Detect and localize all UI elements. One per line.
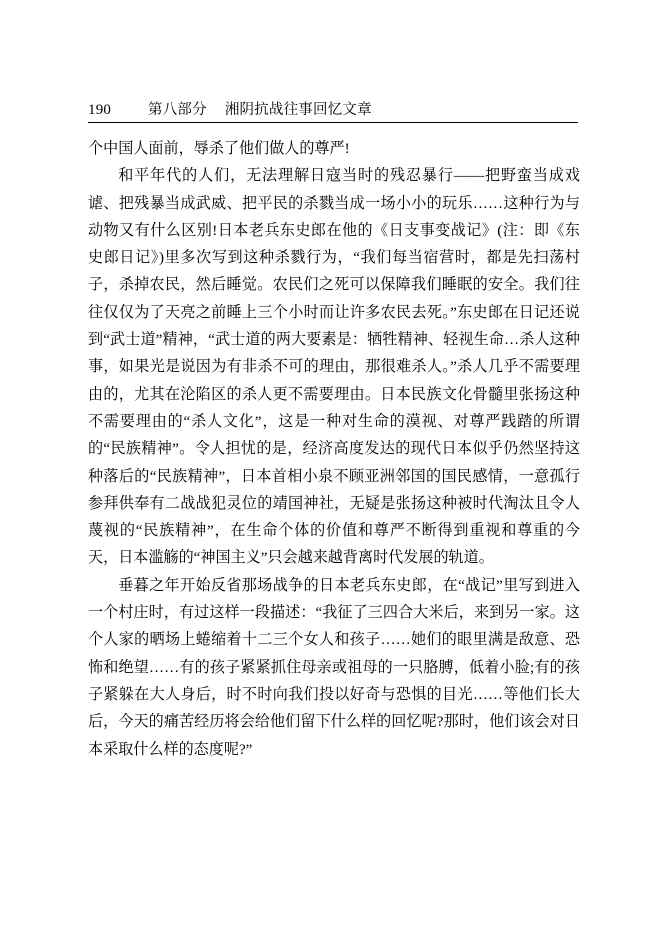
paragraph: 个中国人面前，辱杀了他们做人的尊严! (88, 141, 350, 157)
running-head (148, 98, 578, 119)
paragraph: 和平年代的人们，无法理解日寇当时的残忍暴行——把野蛮当成戏谑、把残暴当成武威、把平民的杀戮当成一场小小的玩乐……这种行为与动物又有什么区别!日本老兵东史郎在他的《日支事变战记》(注：即《东史郎日记》)里多次写到这种杀戮行为，“我们每当宿营时，都是先扫荡村子，杀掉农民，然后睡觉。农民们之死可以保障我们睡眠的安全。我们往往仅仅为了天亮之前睡上三个小时而让许多农民去死。”东史郎在日记还说到“武士道”精神，“武士道的两大要素是：牺牲精神、轻视生命…杀人这种事，如果光是说因为有非杀不可的理由，那很难杀人。”杀人几乎不需要理由的，尤其在沦陷区的杀人更不需要理由。日本民族文化骨髓里张扬这种不需要理由的“杀人文化”，这是一种对生命的漠视、对尊严践踏的所谓的“民族精神”。令人担忧的是，经济高度发达的现代日本似乎仍然坚持这种落后的“民族精神”，日本首相小泉不顾亚洲邻国的国民感情，一意孤行参拜供奉有二战战犯灵位的靖国神社，无疑是张扬这种被时代淘汰且令人蔑视的“民族精神”，在生命个体的价值和尊严不断得到重视和尊重的今天，日本滥觞的“神国主义”只会越来越背离时代发展的轨道。 (88, 168, 580, 567)
running-head-part-section: 第八部分 (148, 102, 207, 118)
running-head-part-title: 湘阴抗战往事回忆文章 (224, 102, 372, 118)
page-header (88, 98, 578, 119)
body-text (88, 136, 580, 764)
paragraph: 垂暮之年开始反省那场战争的日本老兵东史郎，在“战记”里写到进入一个村庄时，有过这样一段描述：“我征了三四合大米后，来到另一家。这个人家的晒场上蜷缩着十二三个女人和孩子……她们的眼里满是敌意、恐怖和绝望……有的孩子紧紧抓住母亲或祖母的一只胳膊，低着小脸;有的孩子紧躲在大人身后，时不时向我们投以好奇与恐惧的目光……等他们长大后，今天的痛苦经历将会给他们留下什么样的回忆呢?那时，他们该会对日本采取什么样的态度呢?” (88, 577, 580, 758)
page-number: 190 (88, 102, 112, 118)
header-divider (88, 122, 578, 123)
